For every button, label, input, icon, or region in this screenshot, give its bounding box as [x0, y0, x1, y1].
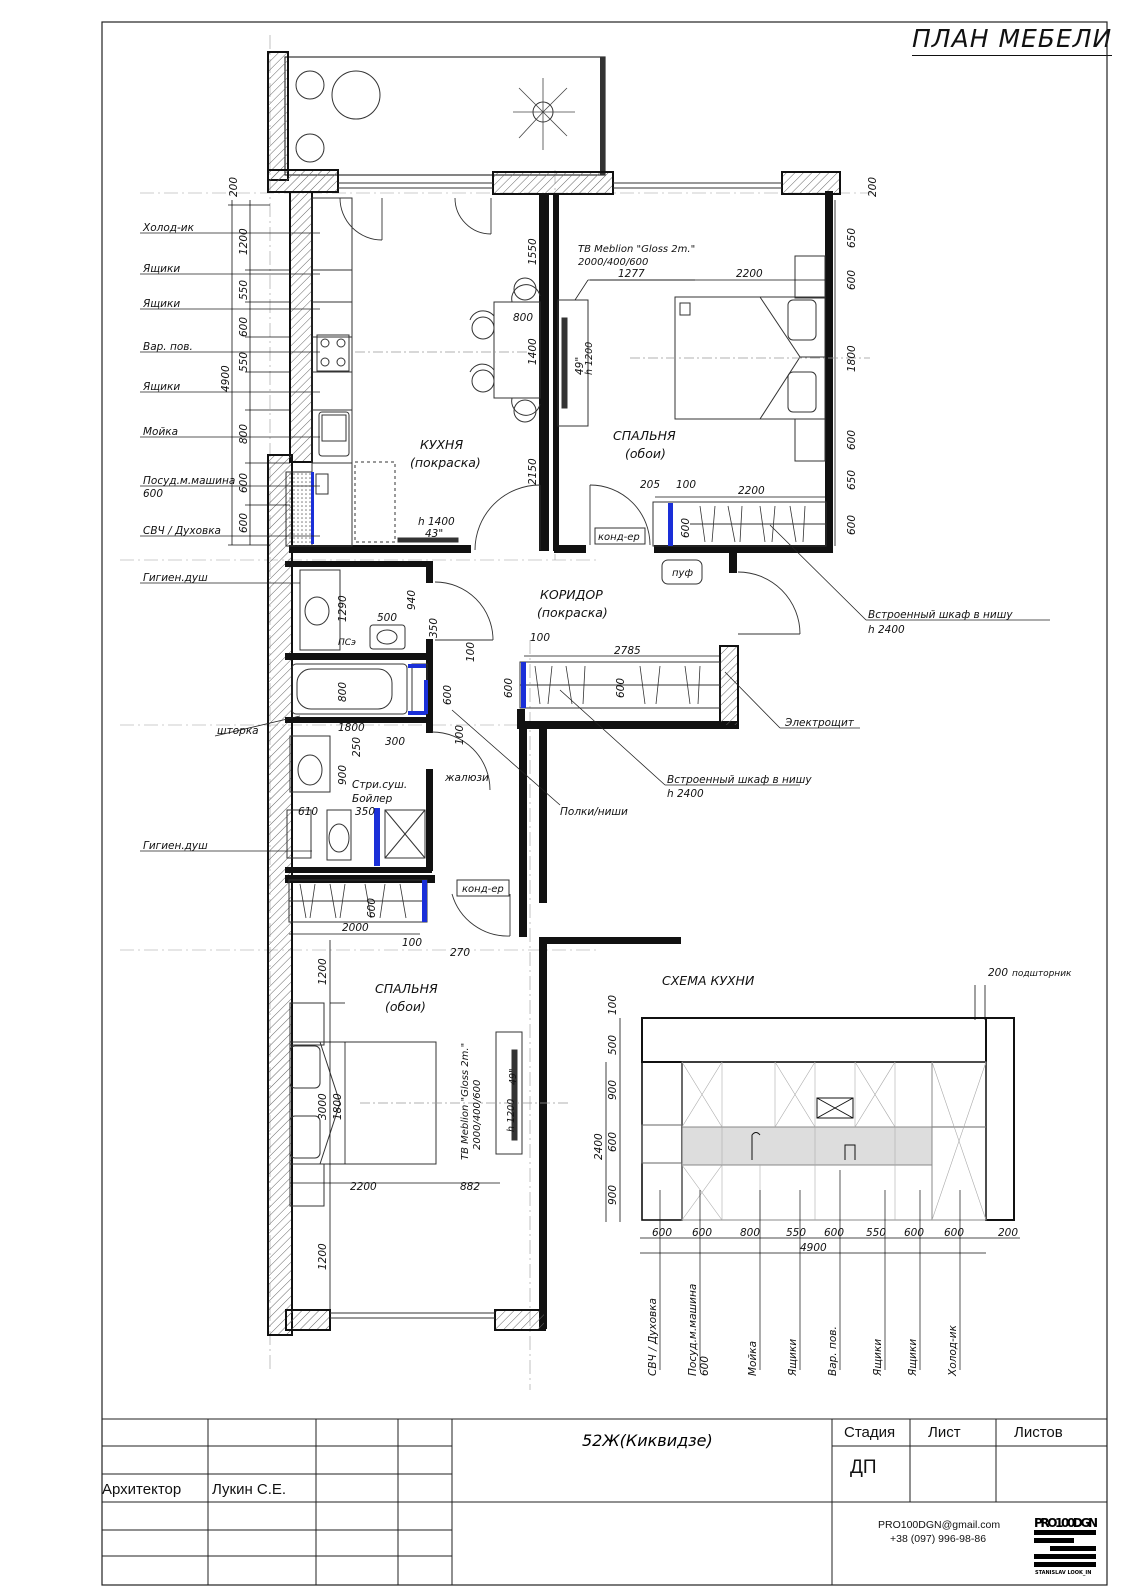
logo-text: PRO100DGN [1034, 1516, 1098, 1530]
kitchen-label-sink: Мойка [143, 426, 179, 438]
tv-top-size: 49" [574, 356, 586, 375]
shelves-label: Полки/ниши [560, 806, 628, 818]
bath-dim-300: 300 [385, 736, 406, 748]
sheet-title: ПЛАН МЕБЕЛИ [912, 24, 1112, 56]
scheme-bottom-7: 600 [944, 1227, 965, 1239]
sheets-label: Листов [1014, 1424, 1063, 1441]
bath-ps-1: ПСэ [338, 638, 356, 648]
hygiene-shower-2: Гигиен.душ [143, 840, 208, 852]
stir-label: Стри.суш. [352, 779, 408, 791]
wardrobe-top-height: h 2400 [868, 624, 905, 636]
bath-dim-350b: 350 [355, 806, 376, 818]
title-block [102, 1419, 1107, 1585]
dim-800-table: 800 [513, 312, 534, 324]
tv-top-dim: 1277 [618, 268, 645, 280]
b2-dim-882: 882 [460, 1181, 481, 1193]
kitchen-label-drawers-1: Ящики [143, 263, 181, 275]
conditioner-label-2: конд-ер [462, 884, 504, 895]
bath-dim-610: 610 [298, 806, 319, 818]
electro-label: Электрощит [785, 717, 854, 729]
architect-label: Архитектор [102, 1481, 182, 1498]
scheme-bottom-1: 600 [692, 1227, 713, 1239]
blinds-label: жалюзи [445, 772, 489, 784]
wardrobe-dim-205: 205 [640, 479, 661, 491]
bedroom2-name: СПАЛЬНЯ [375, 981, 438, 996]
tv-top-line2: 2000/400/600 [578, 257, 649, 268]
scheme-left-500: 500 [607, 1034, 619, 1055]
scheme-bottom-5: 550 [866, 1227, 887, 1239]
dim-1400-table: 1400 [527, 338, 539, 365]
stage-label: Стадия [844, 1424, 896, 1441]
kitchen-label-drawers-2: Ящики [143, 298, 181, 310]
b2-dim-3000: 3000 [317, 1093, 329, 1120]
scheme-label-2: Мойка [747, 1340, 759, 1376]
scheme-top-note: подшторник [1012, 969, 1072, 979]
scheme-label-1: Посуд.м.машина [687, 1283, 699, 1376]
wardrobe-dim-600: 600 [680, 517, 692, 538]
scheme-bottom-3: 550 [786, 1227, 807, 1239]
wardrobe-mid-height: h 2400 [667, 788, 704, 800]
scheme-bottom-2: 800 [740, 1227, 761, 1239]
scheme-bottom-4: 600 [824, 1227, 845, 1239]
scheme-left-2400: 2400 [593, 1133, 605, 1160]
dim-2150: 2150 [527, 458, 539, 485]
kitchen-label-dishwasher: Посуд.м.машина [143, 475, 236, 487]
scheme-label-4: Вар. пов. [827, 1326, 839, 1376]
kitchen-tv-height: h 1400 [418, 516, 455, 528]
bw-dim-2000: 2000 [342, 922, 369, 934]
scheme-top-dim: 200 [988, 967, 1009, 979]
balcony [285, 57, 605, 175]
bw-dim-100: 100 [402, 937, 423, 949]
boiler-label: Бойлер [352, 793, 393, 805]
bed-dim-600c: 600 [846, 514, 858, 535]
b2-dim-1800: 1800 [332, 1093, 344, 1120]
dim-4900: 4900 [220, 365, 232, 392]
scheme-label-7: Холод-ик [947, 1325, 959, 1376]
tv-top-line1: ТВ Meblion "Gloss 2m." [578, 244, 696, 255]
dim-600a: 600 [238, 316, 250, 337]
tv-bottom-line2: 2000/400/600 [472, 1079, 483, 1150]
dim-600c: 600 [238, 512, 250, 533]
corr-dim-600a: 600 [503, 677, 515, 698]
dim-550a: 550 [238, 279, 250, 300]
bedroom1-finish: (обои) [625, 446, 666, 461]
kitchen-label-drawers-3: Ящики [143, 381, 181, 393]
bath-dim-100a: 100 [465, 641, 477, 662]
scheme-bottom-0: 600 [652, 1227, 673, 1239]
puf-label: пуф [672, 568, 694, 579]
tv-bottom-size: 49" [508, 1068, 519, 1085]
stage-value: ДП [850, 1457, 877, 1478]
corridor-name: КОРИДОР [540, 587, 603, 602]
bed-dim-600b: 600 [846, 429, 858, 450]
bath-blue-panel-2 [408, 711, 426, 715]
kitchen-tv-size: 43" [425, 528, 444, 540]
shtorka-label: шторка [217, 725, 259, 737]
architect-name: Лукин С.Е. [212, 1481, 287, 1498]
dim-550b: 550 [238, 351, 250, 372]
axis-lines [120, 35, 875, 1390]
project-name: 52Ж(Киквидзе) [582, 1431, 713, 1450]
scheme-label-3: Ящики [787, 1338, 799, 1376]
kitchen-label-hob: Вар. пов. [143, 341, 193, 353]
bath-dim-250: 250 [351, 736, 363, 757]
dim-200-left: 200 [228, 176, 240, 197]
bw-dim-600: 600 [366, 897, 378, 918]
scheme-left-600: 600 [607, 1131, 619, 1152]
tv-bottom-height: h 1200 [506, 1098, 517, 1132]
kitchen-scheme [606, 985, 1020, 1370]
bottom-blue-panel [422, 880, 427, 922]
scheme-left-900b: 900 [607, 1184, 619, 1205]
wardrobe-top-label: Встроенный шкаф в нишу [868, 609, 1013, 621]
bed-dim-600a: 600 [846, 269, 858, 290]
scheme-bottom-8: 200 [998, 1227, 1019, 1239]
scheme-title: СХЕМА КУХНИ [662, 973, 755, 988]
scheme-label-0: СВЧ / Духовка [647, 1298, 659, 1376]
scheme-left-100: 100 [607, 994, 619, 1015]
bath-dim-1290: 1290 [337, 595, 349, 622]
dim-200-right: 200 [867, 176, 879, 197]
scheme-bottom-6: 600 [904, 1227, 925, 1239]
kitchen-scheme-texts [593, 967, 1072, 1377]
bath-dim-350: 350 [428, 617, 440, 638]
bath-dim-500: 500 [377, 612, 398, 624]
corridor-finish: (покраска) [537, 605, 608, 620]
kitchen-blue-panel [311, 472, 314, 544]
bedroom2-finish: (обои) [385, 999, 426, 1014]
sheet-label: Лист [928, 1424, 961, 1441]
bath-blue-panel-1 [408, 664, 426, 668]
kitchen-furniture [286, 198, 540, 546]
scheme-label-1-size: 600 [699, 1355, 711, 1376]
tv-top-height: h 1200 [584, 341, 595, 375]
bath-blue-panel-4 [424, 680, 428, 714]
wardrobe-dim-2200: 2200 [738, 485, 765, 497]
dim-800: 800 [238, 423, 250, 444]
kitchen-label-oven: СВЧ / Духовка [143, 525, 221, 537]
bed-dim-650a: 650 [846, 227, 858, 248]
bw-dim-270: 270 [450, 947, 471, 959]
wardrobe-mid-label: Встроенный шкаф в нишу [667, 774, 812, 786]
wardrobe-dim-100: 100 [676, 479, 697, 491]
scheme-bottom-total: 4900 [800, 1242, 827, 1254]
corr-dim-2785: 2785 [614, 645, 641, 657]
scheme-left-900a: 900 [607, 1079, 619, 1100]
kitchen-name: КУХНЯ [420, 437, 464, 452]
bed-dim-1800: 1800 [846, 345, 858, 372]
corr-dim-100: 100 [530, 632, 551, 644]
contact-phone: +38 (097) 996-98-86 [890, 1533, 987, 1545]
bedroom1-blue-panel [668, 503, 673, 546]
kitchen-label-fridge: Холод-ик [143, 222, 194, 234]
logo-sub: STANISLAV LOOK_IN [1035, 1570, 1092, 1576]
bath-dim-900: 900 [337, 764, 349, 785]
b2-dim-1200a: 1200 [317, 958, 329, 985]
bedroom1-name: СПАЛЬНЯ [613, 428, 676, 443]
b2-dim-1200b: 1200 [317, 1243, 329, 1270]
scheme-label-6: Ящики [907, 1338, 919, 1376]
b2-dim-2200: 2200 [350, 1181, 377, 1193]
corridor-blue-panel [521, 662, 526, 708]
bed-dim-2200: 2200 [736, 268, 763, 280]
scheme-label-5: Ящики [872, 1338, 884, 1376]
dim-600b: 600 [238, 472, 250, 493]
contact-email: PRO100DGN@gmail.com [878, 1519, 1001, 1531]
corr-dim-600b: 600 [615, 677, 627, 698]
conditioner-label-1: конд-ер [598, 532, 640, 543]
bath-dim-600: 600 [442, 684, 454, 705]
dim-1200: 1200 [238, 228, 250, 255]
bottom-wardrobe [289, 880, 427, 922]
kitchen-finish: (покраска) [410, 455, 481, 470]
bath-dim-100b: 100 [454, 724, 466, 745]
bath-dim-1800: 1800 [338, 722, 365, 734]
bath-dim-800: 800 [337, 681, 349, 702]
bath-dim-940: 940 [406, 589, 418, 610]
kitchen-label-dishwasher-size: 600 [143, 488, 164, 500]
dim-1550: 1550 [527, 238, 539, 265]
hygiene-shower-1: Гигиен.душ [143, 572, 208, 584]
tv-bottom-line1: ТВ Meblion "Gloss 2m." [460, 1042, 471, 1160]
bed-dim-650b: 650 [846, 469, 858, 490]
